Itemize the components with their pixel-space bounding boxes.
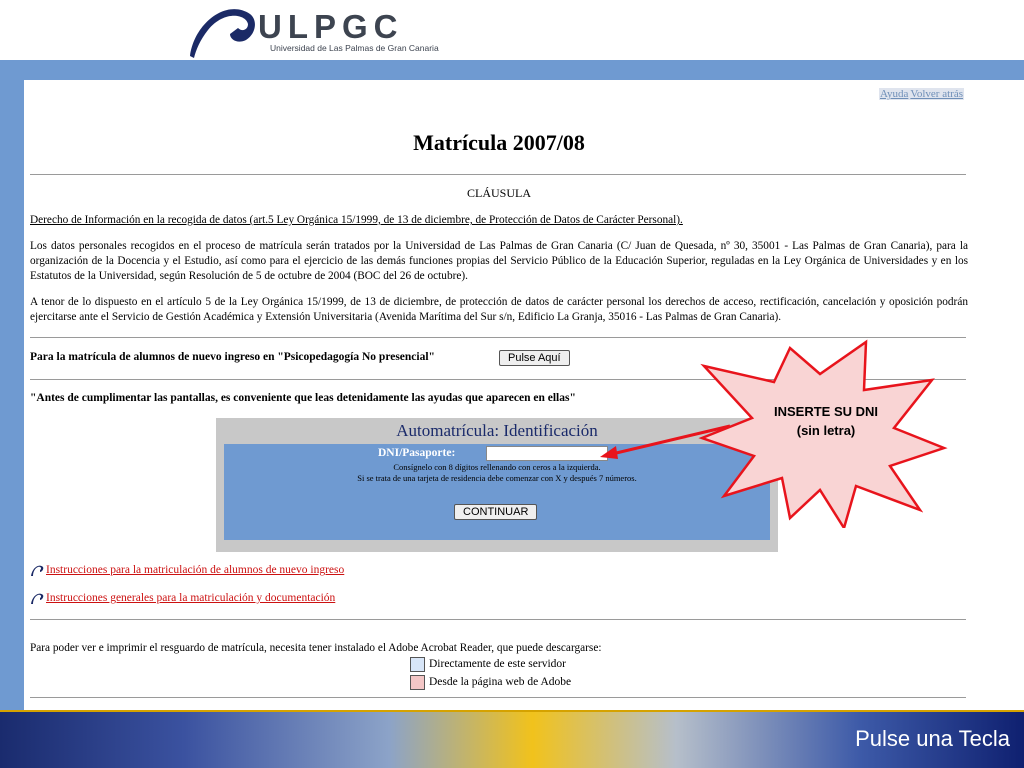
clausula-intro: Derecho de Información en la recogida de datos (art.5 Ley Orgánica 15/1999, de 13 de diciembre, de Protección de Datos de Carácter Personal). xyxy=(30,214,683,226)
acrobat-text: Para poder ver e imprimir el resguardo de matrícula, necesita tener instalado el Adobe Acrobat Reader, que puede descargarse: xyxy=(30,642,602,654)
divider xyxy=(30,697,966,698)
clausula-heading: CLÁUSULA xyxy=(466,186,531,200)
callout-text xyxy=(741,402,911,440)
ulpgc-swoosh-icon xyxy=(30,592,44,604)
instructions-new-link[interactable]: Instrucciones para la matriculación de alumnos de nuevo ingreso xyxy=(46,564,345,576)
pdf-icon xyxy=(410,675,425,690)
clausula-paragraph-2: A tenor de lo dispuesto en el artículo 5 de la Ley Orgánica 15/1999, de 13 de diciembre, de protección de datos de carácter personal los derechos de acceso, rectificación, cancelación y oposición podrán ejercitarse ante el Servicio de Gestión Académica y Extensión Universitaria (Avenida Marítima del Sur s/n, Edificio La Granja, 35016 - Las Palmas de Gran Canaria). xyxy=(30,296,968,323)
dni-hint-1: Consígnelo con 8 dígitos rellenando con ceros a la izquierda. xyxy=(393,462,601,472)
automatricula-title: Automatrícula: Identificación xyxy=(396,421,598,440)
help-link[interactable]: Ayuda xyxy=(880,88,909,100)
frame-left-bar xyxy=(0,60,24,710)
ulpgc-subtitle: Universidad de Las Palmas de Gran Canaria xyxy=(270,43,439,53)
frame-top-bar xyxy=(0,60,1024,80)
download-server-item[interactable] xyxy=(410,657,566,672)
ulpgc-swoosh-icon xyxy=(30,564,44,576)
pulse-aqui-button[interactable]: Pulse Aquí xyxy=(499,350,570,366)
page-title: Matrícula 2007/08 xyxy=(413,130,585,155)
download-server-label: Directamente de este servidor xyxy=(429,658,566,671)
slide-footer xyxy=(0,710,1024,768)
ulpgc-logo xyxy=(186,2,476,58)
download-adobe-item[interactable] xyxy=(410,675,571,690)
ulpgc-swoosh-icon xyxy=(186,2,260,58)
instructions-general-link[interactable]: Instrucciones generales para la matriculación y documentación xyxy=(46,592,336,604)
callout-line-2: (sin letra) xyxy=(796,423,856,438)
instructions-general-row xyxy=(30,592,335,604)
dni-label: DNI/Pasaporte: xyxy=(378,447,456,459)
continuar-button[interactable]: CONTINUAR xyxy=(454,504,537,520)
dni-input[interactable] xyxy=(486,446,608,461)
dni-hint-2: Si se trata de una tarjeta de residencia debe comenzar con X y después 7 números. xyxy=(357,473,637,483)
divider xyxy=(30,619,966,620)
divider xyxy=(30,174,966,175)
help-notice: "Antes de cumplimentar las pantallas, es conveniente que leas detenidamente las ayudas que aparecen en ellas" xyxy=(30,392,576,404)
document-icon xyxy=(410,657,425,672)
clausula-paragraph-1: Los datos personales recogidos en el proceso de matrícula serán tratados por la Universidad de Las Palmas de Gran Canaria (C/ Juan de Quesada, nº 30, 35001 - Las Palmas de Gran Canaria), para la organización de la Docencia y el Estudio, así como para el ejercicio de las demás funciones propias del Servicio Público de la Educación Superior, reguladas en la Ley Orgánica de Universidades y en los Estatutos de la Universidad, según Resolución de 5 de octubre de 2004 (BOC del 26 de octubre). xyxy=(30,240,968,282)
footer-text: Pulse una Tecla xyxy=(855,726,1010,751)
back-link[interactable]: Volver atrás xyxy=(910,88,963,100)
footer-accent-line xyxy=(0,710,1024,712)
callout-line-1: INSERTE SU DNI xyxy=(773,404,878,419)
new-students-text: Para la matrícula de alumnos de nuevo ingreso en "Psicopedagogía No presencial" xyxy=(30,351,435,363)
top-links xyxy=(879,88,964,100)
download-adobe-label: Desde la página web de Adobe xyxy=(429,676,572,689)
instructions-new-row xyxy=(30,564,344,576)
ulpgc-wordmark: ULPGC xyxy=(258,8,404,45)
